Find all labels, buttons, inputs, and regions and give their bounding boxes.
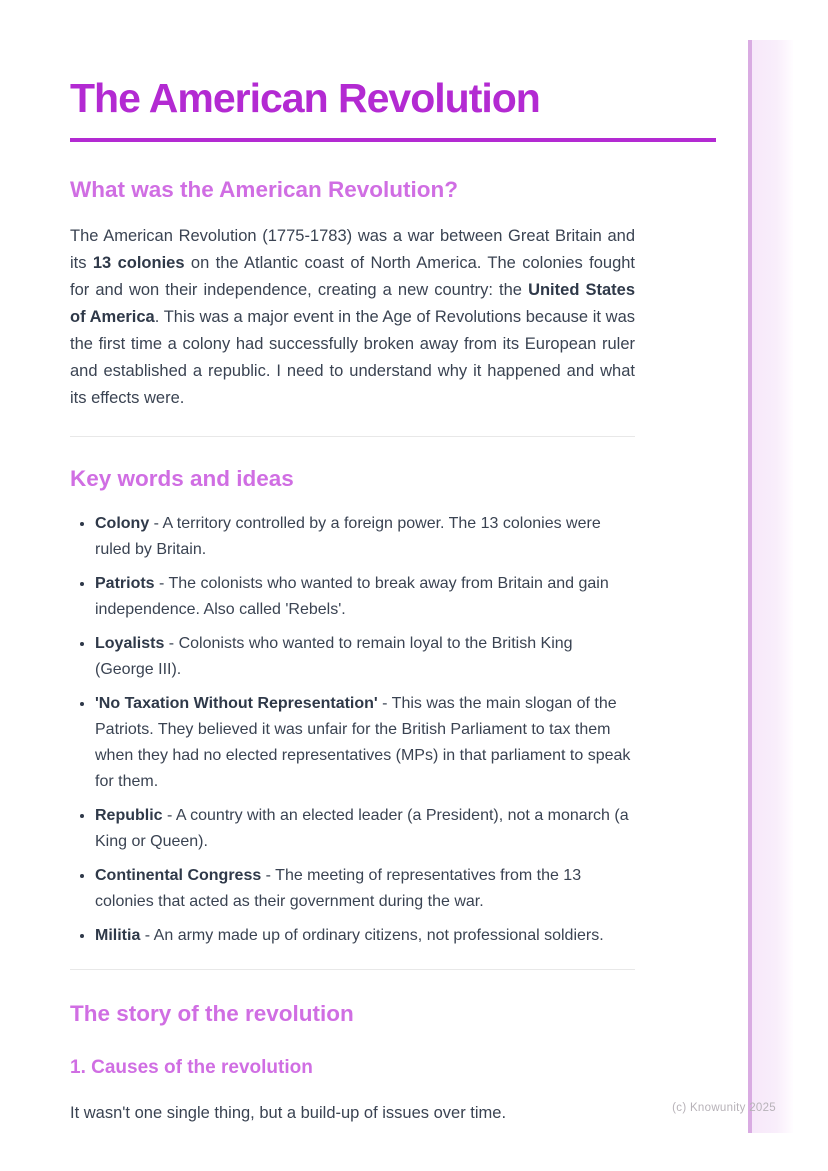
keyword-term: Republic [95,806,163,824]
subsection-heading-causes: 1. Causes of the revolution [70,1056,313,1078]
keyword-definition: - Colonists who wanted to remain loyal to the British King (George III). [95,634,573,678]
section-divider [70,436,635,437]
keyword-term: Patriots [95,574,155,592]
keyword-item [95,862,635,915]
keyword-definition: - An army made up of ordinary citizens, not professional soldiers. [140,926,604,944]
causes-intro-paragraph: It wasn't one single thing, but a build-up of issues over time. [70,1103,507,1122]
body-text: The American Revolution (1775-1783) was a war between Great Britain and its [70,226,635,272]
keyword-definition: - The meeting of representatives from the 13 colonies that acted as their government during the war. [95,866,582,910]
keyword-term: Continental Congress [95,866,262,884]
keyword-term: Loyalists [95,634,165,652]
keyword-definition: - A country with an elected leader (a President), not a monarch (a King or Queen). [95,806,629,850]
keyword-item [95,510,635,563]
keyword-definition: - A territory controlled by a foreign power. The 13 colonies were ruled by Britain. [95,514,601,558]
title-underline [70,138,716,142]
body-text: on the Atlantic coast of North America. The colonies fought for and won their independence, creating a new country: the [70,253,636,299]
section-heading-what-was: What was the American Revolution? [70,176,458,202]
section-divider [70,969,635,970]
keyword-item [95,922,635,949]
keyword-item [95,630,635,683]
document-content [70,0,635,1127]
section-heading-story: The story of the revolution [70,1000,354,1026]
keyword-item [95,690,635,795]
keyword-term: Colony [95,514,150,532]
keyword-item [95,570,635,623]
keyword-list [70,510,635,949]
watermark: (c) Knowunity 2025 [672,1102,776,1114]
bold-text: United States of America [70,280,636,326]
keyword-item [95,802,635,855]
keyword-definition: - This was the main slogan of the Patriots. They believed it was unfair for the British Parliament to tax them when they had no elected representatives (MPs) in that parliament to speak for them. [95,694,631,790]
page-edge-stripe [748,40,793,1133]
keyword-definition: - The colonists who wanted to break away from Britain and gain independence. Also called 'Rebels'. [95,574,609,618]
bold-text: 13 colonies [92,253,185,272]
keyword-term: Militia [95,926,141,944]
keyword-term: 'No Taxation Without Representation' [95,694,378,712]
intro-paragraph [70,223,635,412]
section-heading-key-words: Key words and ideas [70,465,294,491]
body-text: . This was a major event in the Age of Revolutions because it was the first time a colony had successfully broken away from its European ruler and established a republic. I need to understand why it happened and what its effects were. [70,307,636,407]
document-title: The American Revolution [70,75,540,121]
